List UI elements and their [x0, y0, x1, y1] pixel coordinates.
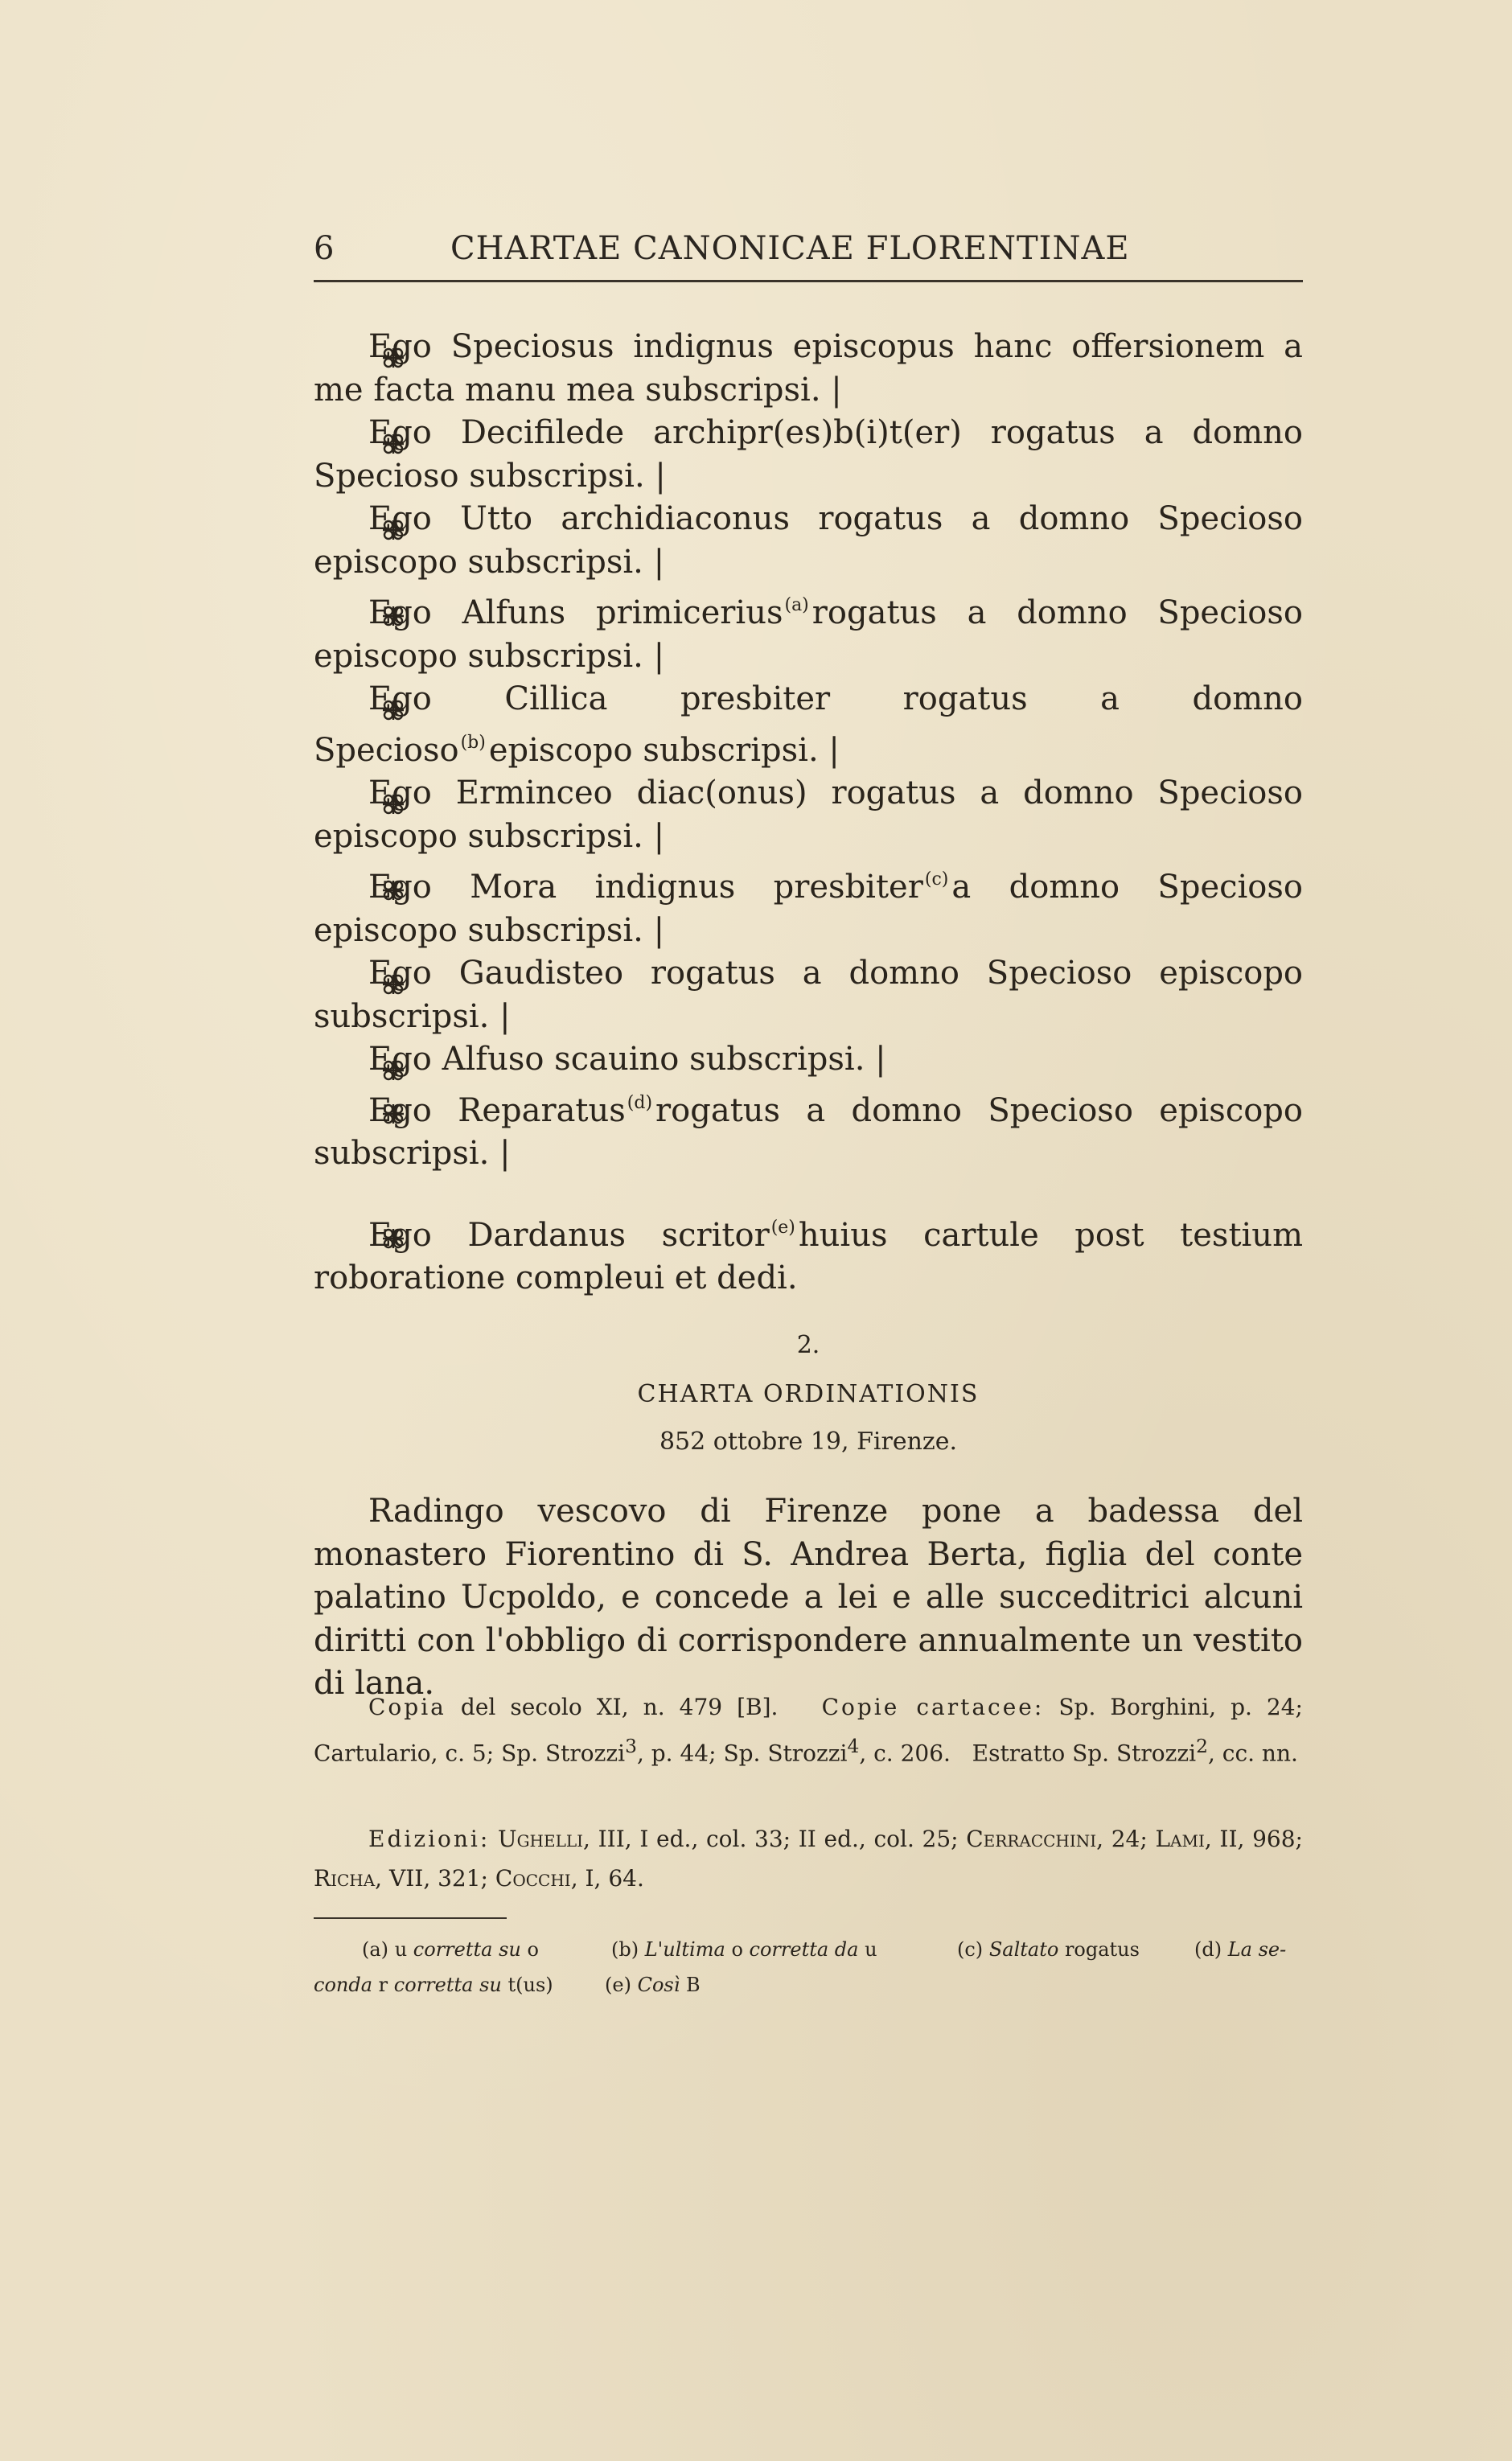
cross-icon [325, 1050, 352, 1070]
subscriptions-list [314, 326, 1303, 1300]
cross-icon [325, 869, 352, 890]
subscription-text: Ego Reparatus [368, 1091, 626, 1129]
edition-ref: , VII, 321; [375, 1865, 488, 1892]
footnote-separator [314, 1917, 507, 1919]
edition-author: Ughelli [497, 1826, 584, 1852]
cross-icon [325, 1218, 352, 1239]
footnote-text: corretta su [413, 1938, 521, 1961]
subscription-text: Ego Utto archidiaconus rogatus a domno Specioso episcopo subscripsi. | [314, 500, 1303, 581]
manuscript-tradition-note [314, 1687, 1303, 1773]
subscription-line [314, 584, 1303, 678]
footnote-text: rogatus [1064, 1938, 1140, 1961]
footnote-mark: (c) [957, 1938, 984, 1961]
paper-copies-text: Sp. Borghini, p. 24; Cartulario, c. 5; Sp. Strozzi [314, 1694, 1303, 1767]
footnote-mark: (a) [784, 595, 809, 615]
paper-copies-text: , c. 206. [859, 1740, 951, 1767]
copy-text: del secolo XI, n. 479 [B]. [460, 1694, 779, 1720]
footnote-d [1194, 1932, 1286, 1967]
superscript-number: 2 [1196, 1735, 1208, 1757]
scribe-text: huius cartule post testium roboratione compleui et dedi. [314, 1216, 1304, 1296]
footnotes [314, 1932, 1303, 2003]
cross-icon [325, 963, 352, 984]
header-rule [314, 280, 1303, 282]
superscript-number: 3 [625, 1735, 637, 1757]
edition-ref: , III, I ed., col. 33; II ed., col. 25; [583, 1826, 959, 1852]
footnote-text: u [865, 1938, 877, 1961]
footnote-mark: (b) [460, 732, 486, 753]
footnote-b [611, 1932, 877, 1967]
edition-ref: , I, 64. [570, 1865, 644, 1892]
subscription-line [314, 412, 1303, 498]
subscription-line [314, 1082, 1303, 1176]
regest-summary: Radingo vescovo di Firenze pone a badessa del monastero Fiorentino di S. Andrea Berta, figlia del conte palatino Ucpoldo, e concede a lei e alle succeditrici alcuni diritti con l'obbligo di corrispondere annualmente un vestito di lana. [314, 1493, 1303, 1702]
scribe-text: Ego Dardanus scritor [368, 1216, 770, 1254]
edition-author: Lami [1155, 1826, 1205, 1852]
footnote-text: L'ultima [644, 1938, 725, 1961]
cross-icon [325, 783, 352, 804]
edition-ref: , II, 968; [1204, 1826, 1303, 1852]
label-copy: Copia [368, 1694, 446, 1720]
footnote-text: B [686, 1974, 701, 1996]
extract-text: Estratto Sp. Strozzi [972, 1740, 1197, 1767]
footnote-a [362, 1932, 539, 1967]
edition-author: Cocchi [495, 1865, 571, 1892]
footnote-text: conda [314, 1974, 373, 1996]
document-date: 852 ottobre 19, Firenze. [659, 1428, 958, 1456]
subscription-line [314, 858, 1303, 952]
footnote-line [314, 1967, 1303, 2003]
subscription-text: Ego Alfuns primicerius [368, 594, 783, 631]
footnote-line [314, 1932, 1303, 1967]
subscription-text: episcopo subscripsi. | [488, 731, 840, 769]
footnote-text: t(us) [507, 1974, 553, 1996]
footnote-d-continued [314, 1967, 553, 2003]
subscription-line [314, 772, 1303, 858]
document-title: CHARTA ORDINATIONIS [637, 1380, 980, 1408]
document-number: 2. [796, 1331, 820, 1359]
footnote-text: r [378, 1974, 388, 1996]
label-paper-copies: Copie cartacee: [821, 1694, 1045, 1720]
footnote-mark: (e) [605, 1974, 631, 1996]
superscript-number: 4 [847, 1735, 860, 1757]
subscription-text: Ego Mora indignus presbiter [368, 869, 923, 906]
subscription-text: a domno Specioso episcopo subscripsi. | [314, 869, 1304, 949]
footnote-mark: (d) [1194, 1938, 1222, 1961]
cross-icon [325, 509, 352, 530]
footnote-text: corretta su [393, 1974, 502, 1996]
footnote-text: o [731, 1938, 743, 1961]
footnote-mark: (c) [924, 869, 949, 889]
cross-icon [325, 689, 352, 710]
cross-icon [325, 423, 352, 444]
footnote-text: corretta da [749, 1938, 859, 1961]
subscription-text: Ego Decifilede archipr(es)b(i)t(er) rogatus a domno Speciosо subscripsi. | [314, 414, 1303, 495]
editions-note [314, 1819, 1303, 1898]
footnote-text: u [394, 1938, 408, 1961]
cross-icon [325, 337, 352, 358]
footnote-text: o [527, 1938, 539, 1961]
page-header [314, 225, 1303, 273]
subscription-line [314, 678, 1303, 772]
footnote-e [605, 1967, 701, 2003]
subscription-line [314, 498, 1303, 584]
subscription-line [314, 326, 1303, 412]
footnote-mark: (a) [362, 1938, 389, 1961]
footnote-mark: (b) [611, 1938, 639, 1961]
subscription-text: Ego Gaudisteo rogatus a domno Specioso episcopo subscripsi. | [314, 955, 1303, 1035]
footnote-mark: (d) [627, 1092, 653, 1113]
label-editions: Edizioni: [368, 1826, 491, 1852]
footnote-mark: (e) [770, 1217, 795, 1238]
subscription-text: Ego Speciosus indignus episcopus hanc offersionem a me facta manu mea subscripsi. | [314, 328, 1303, 409]
scribe-completion-line [314, 1206, 1303, 1300]
edition-ref: , 24; [1096, 1826, 1148, 1852]
page-number: 6 [314, 230, 335, 267]
subscription-text: Ego Alfuso scauino subscripsi. | [368, 1041, 886, 1078]
running-title: CHARTAE CANONICAE FLORENTINAE [450, 230, 1130, 267]
subscription-text: Ego Erminceo diac(onus) rogatus a domno Specioso episcopo subscripsi. | [314, 774, 1303, 855]
footnote-text: Saltato [988, 1938, 1059, 1961]
paper-copies-text: , p. 44; Sp. Strozzi [636, 1740, 848, 1767]
subscription-text: rogatus a domno Specioso episcopo subscripsi. | [314, 594, 1303, 675]
footnote-text: Così [637, 1974, 680, 1996]
cross-icon [325, 1093, 352, 1114]
edition-author: Richa [314, 1865, 376, 1892]
subscription-line [314, 952, 1303, 1038]
edition-author: Cerracchini [966, 1826, 1097, 1852]
footnote-c [957, 1932, 1140, 1967]
subscription-text: Ego Cillica presbiter rogatus a domno Specioso [314, 680, 1303, 769]
footnote-text: La se- [1227, 1938, 1287, 1961]
subscription-line [314, 1038, 1303, 1082]
subscription-text: rogatus a domno Specioso episcopo subscripsi. | [314, 1091, 1303, 1172]
paper-copies-text: , cc. nn. [1207, 1740, 1298, 1767]
cross-icon [325, 595, 352, 616]
